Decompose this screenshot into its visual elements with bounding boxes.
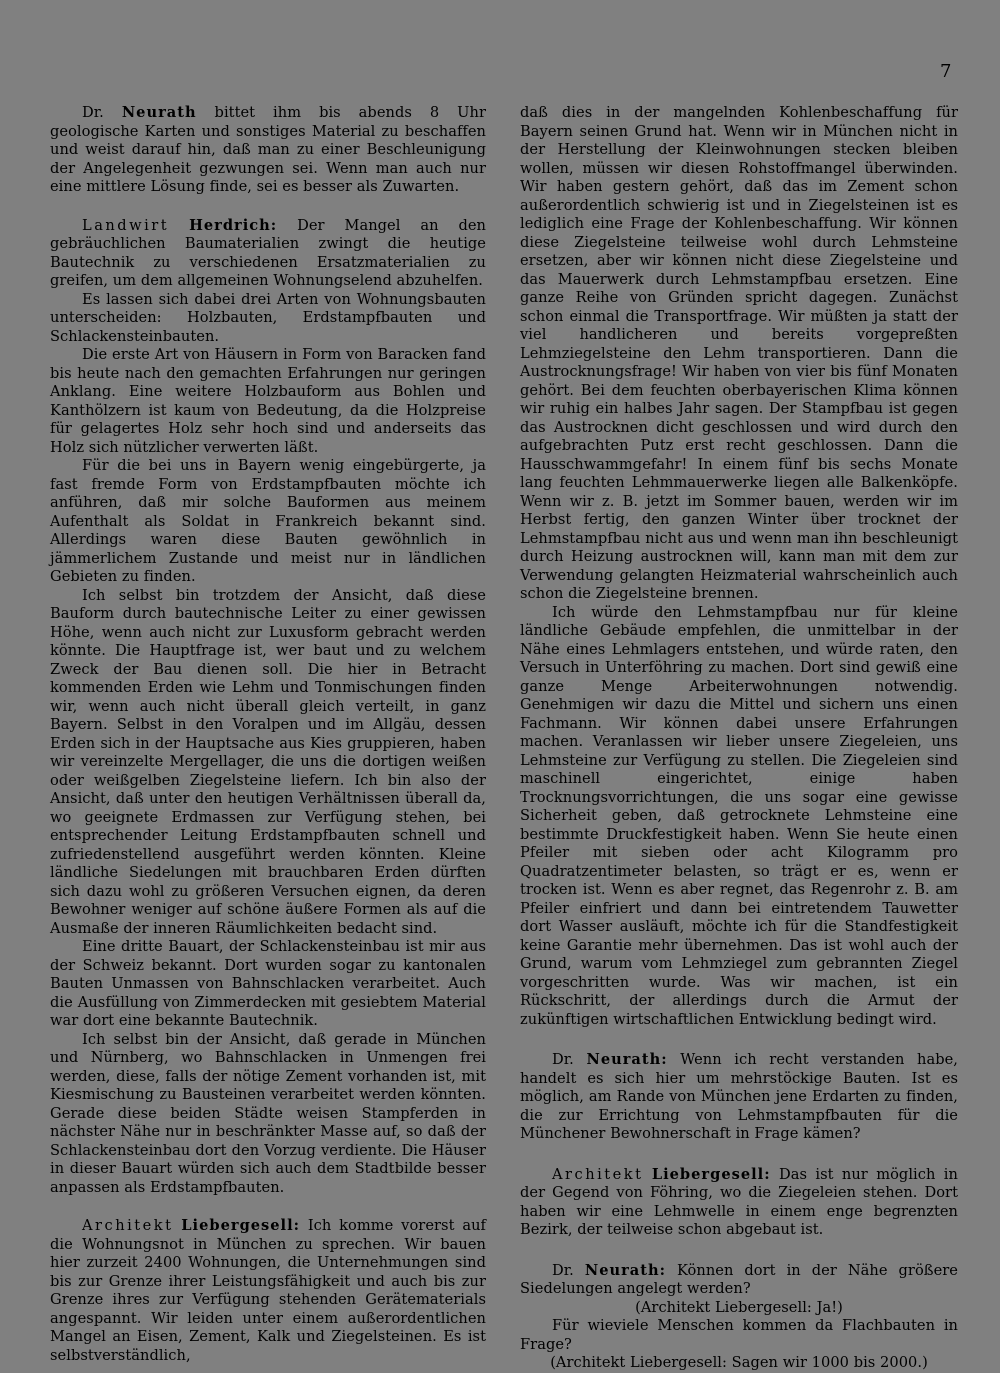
paragraph <box>50 104 486 197</box>
paragraph: Es lassen sich dabei drei Arten von Wohnungsbauten unterscheiden: Holzbauten, Erdstampfbauten und Schlackensteinbauten. <box>50 290 486 345</box>
paragraph-text: Der Mangel an den gebräuchlichen Baumaterialien zwingt die heutige Bautechnik zu verschiedenen Ersatzmaterialien zu greifen, um dem allgemeinen Wohnungselend abzuhelfen. <box>50 216 486 289</box>
paragraph <box>520 1166 958 1240</box>
speaker-name: Herdrich: <box>189 216 278 234</box>
speaker-name: Neurath <box>121 104 197 121</box>
speaker-title: Dr. <box>82 104 104 121</box>
right-column <box>520 104 958 1373</box>
paragraph: Ich selbst bin der Ansicht, daß gerade in München und Nürnberg, wo Bahnschlacken in Unmengen frei werden, diese, falls der nötige Zement vorhanden ist, mit Kiesmischung zu Bausteinen verarbeitet werden könnten. Gerade diese beiden Städte weisen Stampferden in nächster Nähe nur in beschränkter Masse auf, so daß der Schlackensteinbau dort den Vorzug verdiente. Die Häuser in dieser Bauart würden sich auch dem Stadtbilde besser anpassen als Erdstampfbauten. <box>50 1030 486 1196</box>
speaker-title: Architekt <box>552 1165 644 1183</box>
paragraph: Für wieviele Menschen kommen da Flachbauten in Frage? <box>520 1317 958 1353</box>
paragraph: Die erste Art von Häusern in Form von Baracken fand bis heute nach den gemachten Erfahrungen nur geringen Anklang. Eine weitere Holzbauform aus Bohlen und Kanthölzern ist kaum von Bedeutung, da die Holzpreise für gelagertes Holz sehr hoch sind und anderseits das Holz sich nützlicher verwerten läßt. <box>50 346 486 456</box>
paragraph-text: Wenn ich recht verstanden habe, handelt es sich hier um mehrstöckige Bauten. Ist es möglich, am Rande von München jene Erdarten zu finden, die zur Errichtung von Lehmstampfbauten für die Münchener Bewohnerschaft in Frage kämen? <box>520 1051 958 1142</box>
paragraph <box>50 1217 486 1365</box>
paragraph <box>520 1051 958 1144</box>
paragraph-text: Können dort in der Nähe größere Siedelungen angelegt werden? <box>520 1261 958 1297</box>
speaker-title: Dr. <box>552 1051 574 1068</box>
speaker-name: Neurath: <box>584 1261 666 1279</box>
paragraph: Eine dritte Bauart, der Schlackensteinbau ist mir aus der Schweiz bekannt. Dort wurden sogar zu kantonalen Bauten Unmassen von Bahnschlacken verarbeitet. Auch die Ausfüllung von Zimmerdecken mit gesiebtem Material war dort eine bekannte Bautechnik. <box>50 938 486 1029</box>
speaker-name: Liebergesell: <box>181 1217 301 1234</box>
speaker-title: Architekt <box>82 1217 174 1234</box>
interjection: (Architekt Liebergesell: Ja!) <box>635 1298 843 1316</box>
speaker-name: Liebergesell: <box>651 1165 771 1183</box>
page-number: 7 <box>940 61 952 82</box>
paragraph-text: Das ist nur möglich in der Gegend von Föhring, wo die Ziegeleien stehen. Dort haben wir eine Lehmwelle in einem enge begrenzten Bezirk, der teilweise schon abgebaut ist. <box>520 1165 958 1238</box>
left-column <box>50 104 486 1365</box>
paragraph: daß dies in der mangelnden Kohlenbeschaffung für Bayern seinen Grund hat. Wenn wir in München nicht in der Herstellung der Kleinwohnungen stecken bleiben wollen, müssen wir diesen Rohstoffmangel überwinden. Wir haben gestern gehört, daß das im Zement schon außerordentlich schwierig ist und in Ziegelsteinen ist es lediglich eine Frage der Kohlenbeschaffung. Wir können diese Ziegelsteine teilweise wohl durch Lehmsteine ersetzen, aber wir können nicht diese Ziegelsteine und das Mauerwerk durch Lehmstampfbau ersetzen. Eine ganze Reihe von Gründen spricht dagegen. Zunächst schon einmal die Transportfrage. Wir müßten ja statt der viel handlicheren und bereits vorgepreßten Lehmziegelsteine den Lehm transportieren. Dann die Austrocknungsfrage! Wir haben von vier bis fünf Monaten gehört. Bei dem feuchten oberbayerischen Klima können wir ruhig ein halbes Jahr sagen. Der Stampfbau ist gegen das Austrocknen dicht geschlossen und wird durch den aufgebrachten Putz erst recht geschlossen. Dann die Hausschwammgefahr! In einem fünf bis sechs Monate lang feuchten Lehmmauerwerke liegen alle Balkenköpfe. Wenn wir z. B. jetzt im Sommer bauen, werden wir im Herbst fertig, den ganzen Winter über trocknet der Lehmstampfbau nicht aus und wenn man ihn beschleunigt durch Heizung austrocknen will, kann man mit dem zur Verwendung gelangten Heizmaterial wahrscheinlich auch schon die Ziegelsteine brennen. <box>520 104 958 602</box>
paragraph: Ich würde den Lehmstampfbau nur für kleine ländliche Gebäude empfehlen, die unmittelbar in der Nähe eines Lehmlagers entstehen, und würde raten, den Versuch in Unterföhring zu machen. Dort sind gewiß eine ganze Menge Arbeiterwohnungen notwendig. Genehmigen wir dazu die Mittel und sichern uns einen Fachmann. Wir können dabei unsere Erfahrungen machen. Veranlassen wir lieber unsere Ziegeleien, uns Lehmsteine zur Verfügung zu stellen. Die Ziegeleien sind maschinell eingerichtet, einige haben Trocknungsvorrichtungen, die uns sogar eine gewisse Sicherheit geben, daß getrocknete Lehmsteine eine bestimmte Druckfestigkeit haben. Wenn Sie heute einen Pfeiler mit sieben oder acht Kilogramm pro Quadratzentimeter belasten, so trägt er es, wenn er trocken ist. Wenn es aber regnet, das Regenrohr z. B. am Pfeiler einfriert und dann bei eintretendem Tauwetter dort Wasser ausläuft, möchte ich für die Standfestigkeit keine Garantie mehr übernehmen. Das ist wohl auch der Grund, warum vom Lehmziegel zum gebrannten Ziegel vorgeschritten wurde. Was wir machen, ist ein Rückschritt, der allerdings durch die Armut der zukünftigen wirtschaftlichen Entwicklung bedingt wird. <box>520 603 958 1028</box>
interjection: (Architekt Liebergesell: Sagen wir 1000 bis 2000.) <box>550 1354 928 1371</box>
paragraph: Ich selbst bin trotzdem der Ansicht, daß diese Bauform durch bautechnische Leiter zu einer gewissen Höhe, wenn auch nicht zur Luxusform gebracht werden könnte. Die Hauptfrage ist, wer baut und zu welchem Zweck der Bau dienen soll. Die hier in Betracht kommenden Erden wie Lehm und Tonmischungen finden wir, wenn auch nicht überall gleich verteilt, in ganz Bayern. Selbst in den Voralpen und im Allgäu, dessen Erden sich in der Hauptsache aus Kies gruppieren, haben wir vereinzelte Mergellager, die uns die dortigen weißen oder weißgelben Ziegelsteine liefern. Ich bin also der Ansicht, daß unter den heutigen Verhältnissen überall da, wo geeignete Erdmassen zur Verfügung stehen, bei entsprechender Leitung Erdstampfbauten schnell und zufriedenstellend ausgeführt werden könnten. Kleine ländliche Siedelungen mit brauchbaren Erden dürften sich dazu wohl zu größeren Versuchen eignen, da deren Bewohner weniger auf schöne äußere Formen als auf die Ausmaße der inneren Räumlichkeiten bedacht sind. <box>50 586 486 937</box>
speaker-title: Dr. <box>552 1261 574 1279</box>
paragraph-text: bittet ihm bis abends 8 Uhr geologische Karten und sonstiges Material zu beschaffen und weist darauf hin, daß man zu einer Beschleunigung der Angelegenheit gezwungen sei. Wenn man auch nur eine mittlere Lösung finde, sei es besser als Zuwarten. <box>50 104 486 195</box>
paragraph <box>520 1262 958 1299</box>
paragraph <box>50 217 486 291</box>
speaker-name: Neurath: <box>586 1051 668 1068</box>
speaker-title: Landwirt <box>82 216 170 234</box>
paragraph-text: Ich komme vorerst auf die Wohnungsnot in München zu sprechen. Wir bauen hier zurzeit 2400 Wohnungen, die Unternehmungen sind bis zur Grenze ihrer Leistungsfähigkeit und auch bis zur Grenze ihres zur Verfügung stehenden Gerätematerials angespannt. Wir leiden unter einem außerordentlichen Mangel an Eisen, Zement, Kalk und Ziegelsteinen. Es ist selbstverständlich, <box>50 1217 486 1364</box>
paragraph: Für die bei uns in Bayern wenig eingebürgerte, ja fast fremde Form von Erdstampfbauten möchte ich anführen, daß mir solche Bauformen aus meinem Aufenthalt als Soldat in Frankreich bekannt sind. Allerdings waren diese Bauten gewöhnlich in jämmerlichem Zustande und meist nur in ländlichen Gebieten zu finden. <box>50 457 486 585</box>
